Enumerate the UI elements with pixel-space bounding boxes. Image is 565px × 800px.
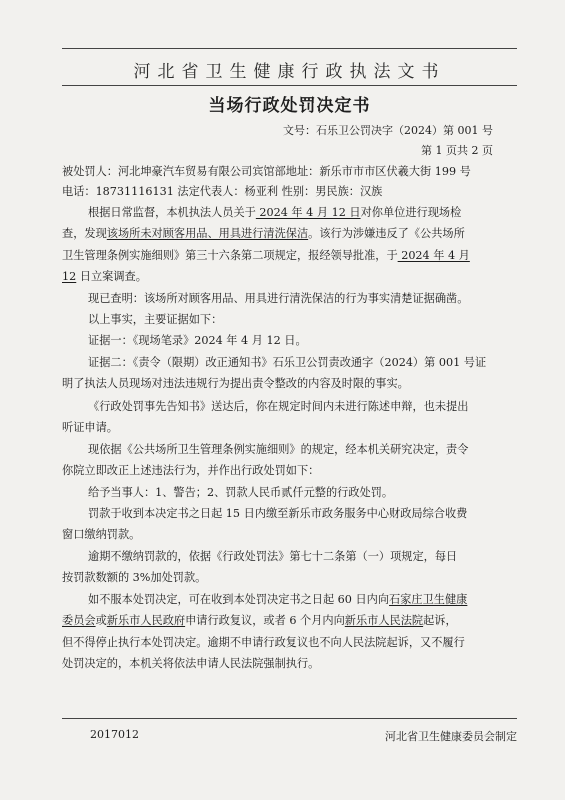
p11-authority-1b: 委员会 [62,614,96,627]
paragraph-2: 现已查明：该场所对顾客用品、用具进行清洗保洁的行为事实清楚证据确凿。 [88,292,469,305]
p11-text-d: 起诉， [423,614,457,627]
paragraph-1-line-1 [88,207,461,218]
page-number: 第 1 页共 2 页 [421,144,493,157]
p1-date-1: 2024 年 4 月 12 日 [255,206,361,219]
document-number: 文号：石乐卫公罚决字（2024）第 001 号 [283,124,493,137]
document-title: 当场行政处罚决定书 [208,96,371,116]
paragraph-11-line-1 [88,594,467,605]
paragraph-10-line-1: 逾期不缴纳罚款的，依据《行政处罚法》第七十二条第（一）项规定，每日 [88,550,458,563]
p11-text-a: 如不服本处罚决定，可在收到本处罚决定书之日起 60 日内向 [88,593,390,606]
document-header: 河北省卫生健康行政执法文书 [133,62,446,82]
p11-authority-2: 新乐市人民政府 [106,614,186,627]
p11-court: 新乐市人民法院 [344,614,424,627]
party-line-2: 电话：18731116131 法定代表人：杨亚利 性别：男民族：汉族 [62,185,383,198]
p1-line-2: 卫生管理条例实施细则》第三十六条第二项规定，报经领导批准，于 [62,249,398,262]
p1-line-3: 日立案调查。 [76,270,147,283]
paragraph-3: 以上事实，主要证据如下： [88,313,223,326]
paragraph-11-line-4: 处罚决定的，本机关将依法申请人民法院强制执行。 [62,657,320,670]
footer-issuer: 河北省卫生健康委员会制定 [385,730,517,743]
paragraph-11-line-2 [62,615,457,626]
p1-text-d: 。该行为涉嫌违反了《公共场所 [308,227,465,240]
footer-code: 2017012 [90,728,139,741]
p1-text-a: 根据日常监督，本机执法人员关于 [88,206,256,219]
paragraph-9-line-1: 罚款于收到本决定书之日起 15 日内缴至新乐市政务服务中心财政局综合收费 [88,507,468,520]
header-top-rule [62,48,517,49]
p1-text-c: 查，发现 [62,227,107,240]
party-line-1: 被处罚人：河北坤豪汽车贸易有限公司宾馆部地址：新乐市市市区伏羲大街 199 号 [62,165,471,178]
footer-rule [62,718,517,719]
paragraph-1-line-3 [62,250,470,261]
paragraph-7-line-1: 现依据《公共场所卫生管理条例实施细则》的规定，经本机关研究决定，责令 [88,443,469,456]
paragraph-6-line-2: 听证申请。 [62,421,118,434]
paragraph-10-line-2: 按罚款数额的 3%加处罚款。 [62,571,207,584]
p11-authority-1a: 石家庄卫生健康 [389,593,468,606]
evidence-2-line-2: 明了执法人员现场对违法违规行为提出责令整改的内容及时限的事实。 [62,377,409,390]
p11-text-c: 申请行政复议，或者 6 个月内向 [185,614,345,627]
p1-violation: 该场所未对顾客用品、用具进行清洗保洁 [106,227,309,240]
penalty-line: 给予当事人：1、警告；2、罚款人民币贰仟元整的行政处罚。 [88,486,394,499]
evidence-2-line-1: 证据二：《责令（限期）改正通知书》石乐卫公罚责改通字（2024）第 001 号证 [88,356,487,369]
evidence-1: 证据一：《现场笔录》2024 年 4 月 12 日。 [88,334,307,347]
paragraph-1-line-4 [62,271,147,282]
p1-date-2: 2024 年 4 月 [397,249,470,262]
p11-text-b: 或 [95,614,107,627]
header-bottom-rule [62,85,517,86]
paragraph-6-line-1: 《行政处罚事先告知书》送达后，你在规定时间内未进行陈述申辩，也未提出 [88,400,469,413]
p1-day: 12 [62,270,77,283]
paragraph-7-line-2: 你院立即改正上述违法行为，并作出行政处罚如下： [62,464,320,477]
p1-text-b: 对你单位进行现场检 [360,206,462,219]
paragraph-1-line-2 [62,228,465,239]
paragraph-11-line-3: 但不得停止执行本处罚决定。逾期不申请行政复议也不向人民法院起诉，又不履行 [62,636,465,649]
paragraph-9-line-2: 窗口缴纳罚款。 [62,528,141,541]
